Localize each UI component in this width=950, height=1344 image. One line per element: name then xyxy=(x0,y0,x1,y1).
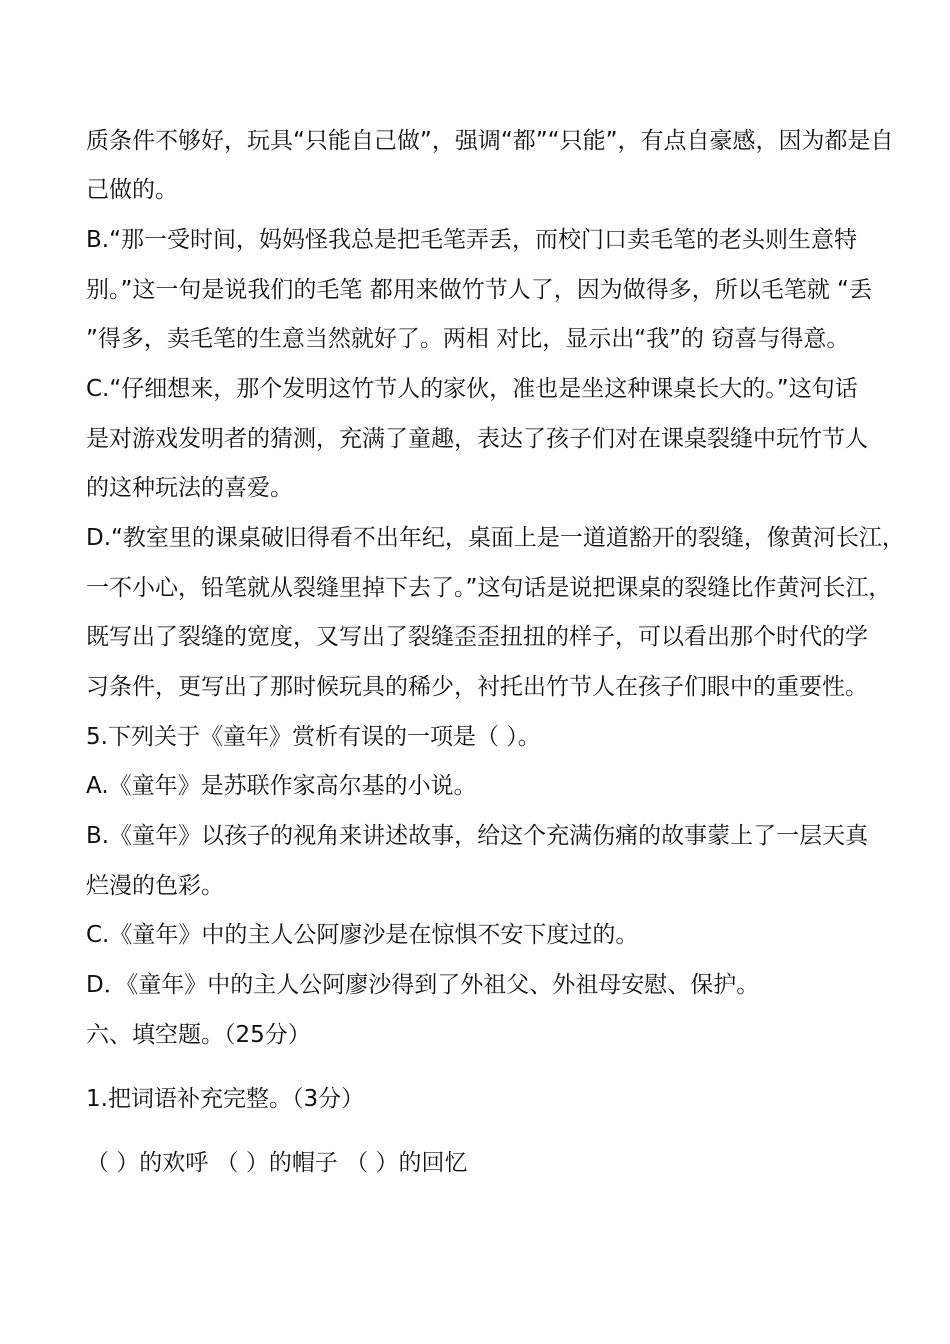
option-c-line-2: 是对游戏发明者的猜测，充满了童趣，表达了孩子们对在课桌裂缝中玩竹节人 xyxy=(86,426,868,452)
option-d-line-2: 一不小心，铅笔就从裂缝里掉下去了。”这句话是说把课桌的裂缝比作黄河长江， xyxy=(86,575,892,601)
option-c-line-1: C.“仔细想来，那个发明这竹节人的家伙，准也是坐这种课桌长大的。”这句话 xyxy=(86,376,858,402)
option-d-line-4: 习条件，更写出了那时候玩具的稀少，衬托出竹节人在孩子们眼中的重要性。 xyxy=(86,674,868,700)
option-c-line-3: 的这种玩法的喜爱。 xyxy=(86,475,293,501)
option-b-line-2: 别。”这一句是说我们的毛笔 都用来做竹节人了，因为做得多，所以毛笔就 “丢 xyxy=(86,277,872,303)
question-5-option-a: A.《童年》是苏联作家高尔基的小说。 xyxy=(86,773,477,799)
question-5-option-c: C.《童年》中的主人公阿廖沙是在惊惧不安下度过的。 xyxy=(86,922,639,948)
section-6-heading: 六、填空题。（25分） xyxy=(86,1022,311,1048)
option-d-line-3: 既写出了裂缝的宽度，又写出了裂缝歪歪扭扭的样子，可以看出那个时代的学 xyxy=(86,624,868,650)
answer-a-text-line-2: 质条件不够好，玩具“只能自己做”，强调“都”“只能”，有点自豪感，因为都是自 xyxy=(86,128,894,154)
question-5-option-d: D．《童年》中的主人公阿廖沙得到了外祖父、外祖母安慰、保护。 xyxy=(86,972,760,998)
answer-a-text-line-3: 己做的。 xyxy=(86,177,178,203)
fill-blank-row: （ ）的欢呼 （ ）的帽子 （ ）的回忆 xyxy=(86,1150,468,1176)
option-b-line-1: B.“那一受时间，妈妈怪我总是把毛笔弄丢，而校门口卖毛笔的老头则生意特 xyxy=(86,227,858,253)
option-d-line-1: D.“教室里的课桌破旧得看不出年纪，桌面上是一道道豁开的裂缝，像黄河长江， xyxy=(86,525,905,551)
question-5-option-b-line-1: B.《童年》以孩子的视角来讲述故事，给这个充满伤痛的故事蒙上了一层天真 xyxy=(86,823,869,849)
question-5-option-b-line-2: 烂漫的色彩。 xyxy=(86,873,224,899)
question-1-stem: 1.把词语补充完整。（3分） xyxy=(86,1086,365,1112)
question-5-stem: 5.下列关于《童年》赏析有误的一项是（ ）。 xyxy=(86,724,541,750)
option-b-line-3: ”得多，卖毛笔的生意当然就好了。两相 对比，显示出“我”的 窃喜与得意。 xyxy=(86,326,850,352)
